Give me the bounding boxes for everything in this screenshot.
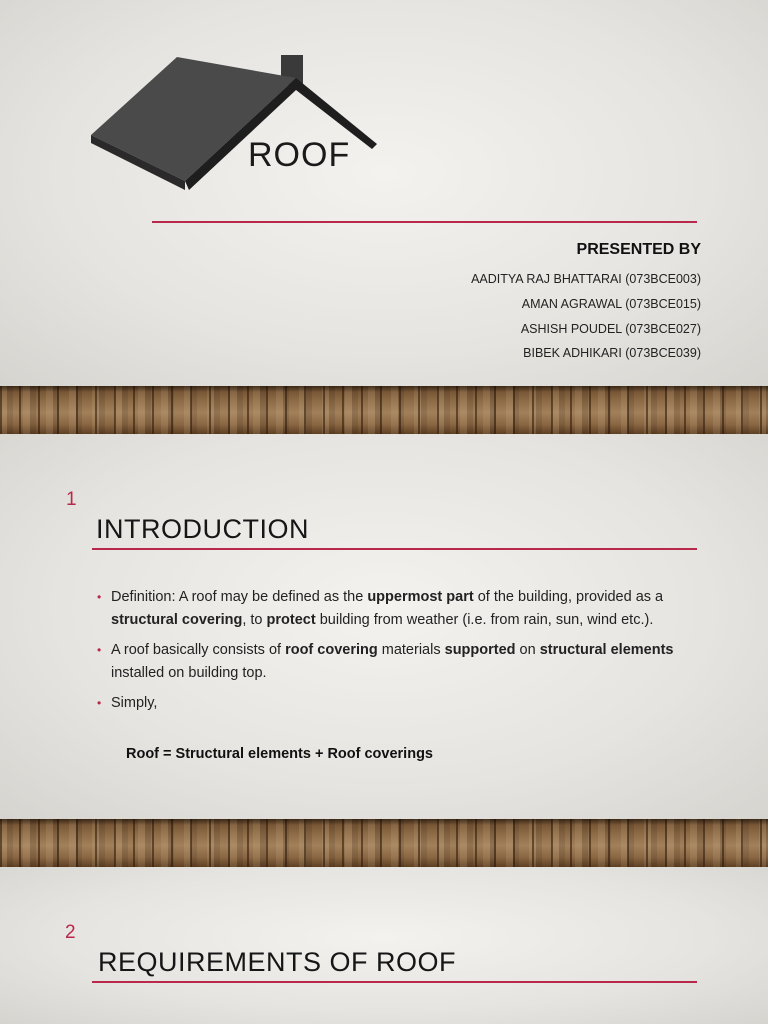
slide-number: 1 xyxy=(66,489,77,510)
presenter-1: AADITYA RAJ BHATTARAI (073BCE003) xyxy=(471,272,701,286)
bullet-dot-icon: • xyxy=(97,590,102,604)
wood-floor-strip xyxy=(0,386,768,434)
presenter-4: BIBEK ADHIKARI (073BCE039) xyxy=(523,346,701,360)
bullet-dot-icon: • xyxy=(97,696,102,710)
bullet-list xyxy=(97,586,677,722)
bullet-dot-icon: • xyxy=(97,643,102,657)
slide-number: 2 xyxy=(65,922,76,943)
slide-title-text: ROOF xyxy=(248,136,351,174)
wood-floor-strip xyxy=(0,819,768,867)
title-divider xyxy=(152,221,697,223)
presenter-3: ASHISH POUDEL (073BCE027) xyxy=(520,322,701,336)
slide-heading: INTRODUCTION xyxy=(96,514,309,544)
slide-title xyxy=(0,0,768,386)
bullet-definition: • Definition: A roof may be defined as the uppermost part of the building, provided as a structural covering, to protect building from weather (i.e. from rain, sun, wind etc.). xyxy=(97,586,677,632)
bullet-simply: • Simply, xyxy=(97,692,677,715)
bullet-composition: • A roof basically consists of roof covering materials supported on structural elements installed on building top. xyxy=(97,639,677,685)
heading-divider xyxy=(92,981,697,983)
slide-heading: REQUIREMENTS OF ROOF xyxy=(98,947,457,977)
roof-formula: Roof = Structural elements + Roof coverings xyxy=(126,746,433,762)
house-roof-icon xyxy=(85,50,385,200)
presenter-2: AMAN AGRAWAL (073BCE015) xyxy=(521,297,701,311)
slide-requirements xyxy=(0,867,768,1024)
presented-by-label: PRESENTED BY xyxy=(576,241,701,258)
heading-divider xyxy=(92,548,697,550)
